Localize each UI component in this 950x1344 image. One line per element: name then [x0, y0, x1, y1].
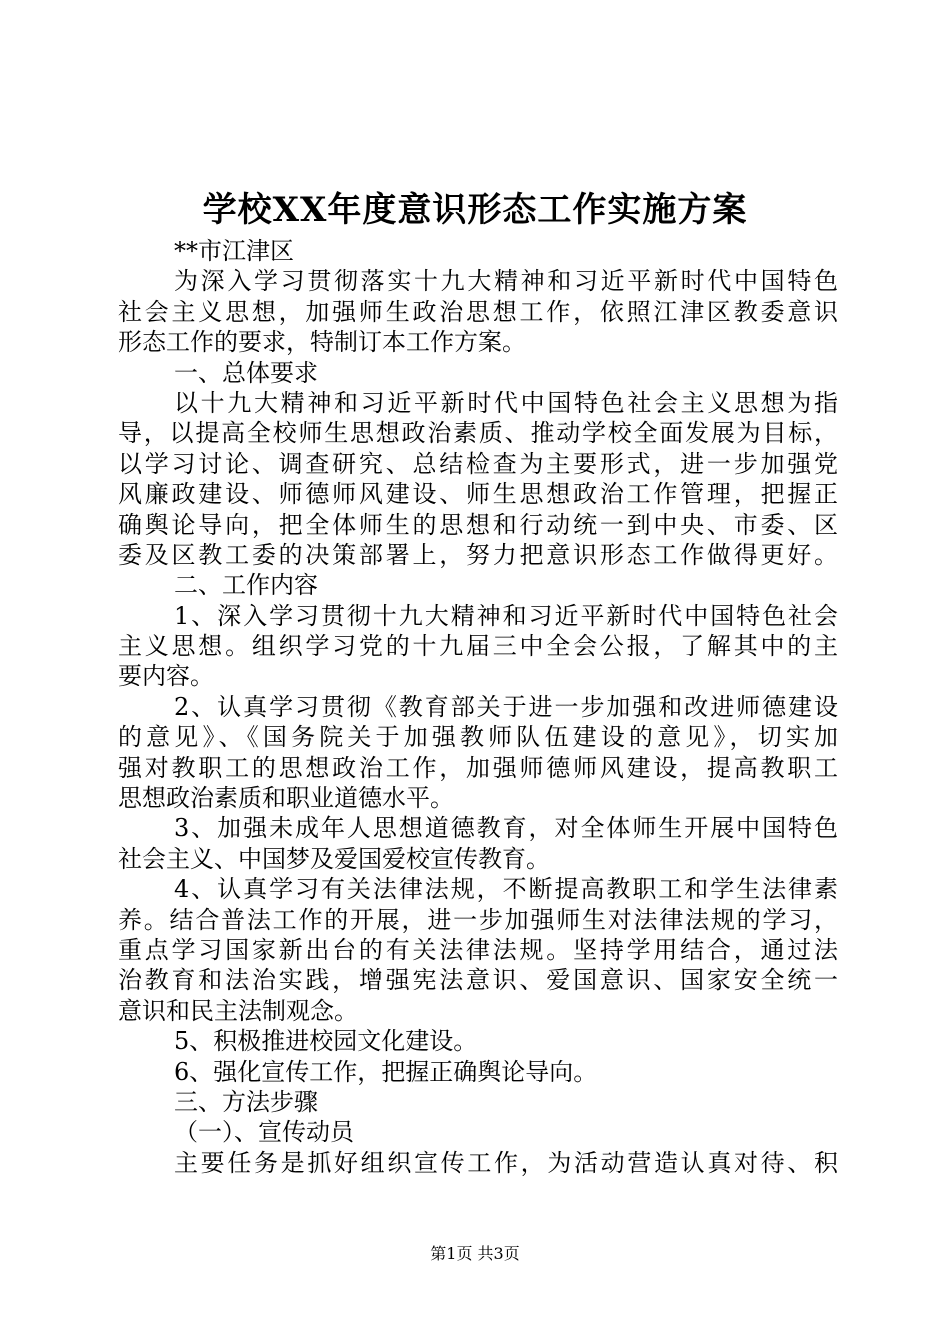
body-line: 导，以提高全校师生思想政治素质、推动学校全面发展为目标，	[118, 419, 838, 448]
body-line: （一）、宣传动员	[174, 1118, 354, 1147]
body-line: 社会主义思想，加强师生政治思想工作，依照江津区教委意识	[118, 297, 838, 326]
body-line: 重点学习国家新出台的有关法律法规。坚持学用结合，通过法	[118, 935, 838, 964]
body-line: 2、认真学习贯彻《教育部关于进一步加强和改进师德建设	[174, 692, 838, 721]
body-line: 养。结合普法工作的开展，进一步加强师生对法律法规的学习，	[118, 905, 838, 934]
body-line: 二、工作内容	[174, 571, 318, 600]
body-line: 委及区教工委的决策部署上，努力把意识形态工作做得更好。	[118, 540, 838, 569]
body-line: 以十九大精神和习近平新时代中国特色社会主义思想为指	[174, 388, 838, 417]
body-line: 为深入学习贯彻落实十九大精神和习近平新时代中国特色	[174, 267, 838, 296]
document-title: 学校XX年度意识形态工作实施方案	[202, 190, 748, 230]
body-line: 确舆论导向，把全体师生的思想和行动统一到中央、市委、区	[118, 510, 838, 539]
body-line: 主要任务是抓好组织宣传工作，为活动营造认真对待、积	[174, 1148, 838, 1177]
body-line: 三、方法步骤	[174, 1087, 318, 1116]
page-footer: 第1页 共3页	[430, 1244, 520, 1263]
body-line: 一、总体要求	[174, 358, 318, 387]
body-line: 强对教职工的思想政治工作，加强师德师风建设，提高教职工	[118, 753, 838, 782]
body-line: 1、深入学习贯彻十九大精神和习近平新时代中国特色社会	[174, 601, 838, 630]
body-line: 主义思想。组织学习党的十九届三中全会公报，了解其中的主	[118, 632, 838, 661]
body-line: 意识和民主法制观念。	[118, 996, 358, 1025]
body-line: 社会主义、中国梦及爱国爱校宣传教育。	[118, 844, 550, 873]
body-line: 要内容。	[118, 662, 214, 691]
body-line: 风廉政建设、师德师风建设、师生思想政治工作管理，把握正	[118, 480, 838, 509]
body-line: 6、强化宣传工作，把握正确舆论导向。	[174, 1057, 598, 1086]
body-line: **市江津区	[174, 237, 294, 265]
body-line: 以学习讨论、调查研究、总结检查为主要形式，进一步加强党	[118, 449, 838, 478]
body-line: 治教育和法治实践，增强宪法意识、爱国意识、国家安全统一	[118, 966, 838, 995]
body-line: 4、认真学习有关法律法规，不断提高教职工和学生法律素	[174, 875, 838, 904]
body-line: 3、加强未成年人思想道德教育，对全体师生开展中国特色	[174, 814, 838, 843]
document-body	[118, 236, 838, 1178]
body-line: 形态工作的要求，特制订本工作方案。	[118, 328, 526, 357]
body-line: 5、积极推进校园文化建设。	[174, 1027, 478, 1056]
body-line: 思想政治素质和职业道德水平。	[118, 784, 454, 813]
body-line: 的意见》、《国务院关于加强教师队伍建设的意见》，切实加	[118, 723, 838, 752]
